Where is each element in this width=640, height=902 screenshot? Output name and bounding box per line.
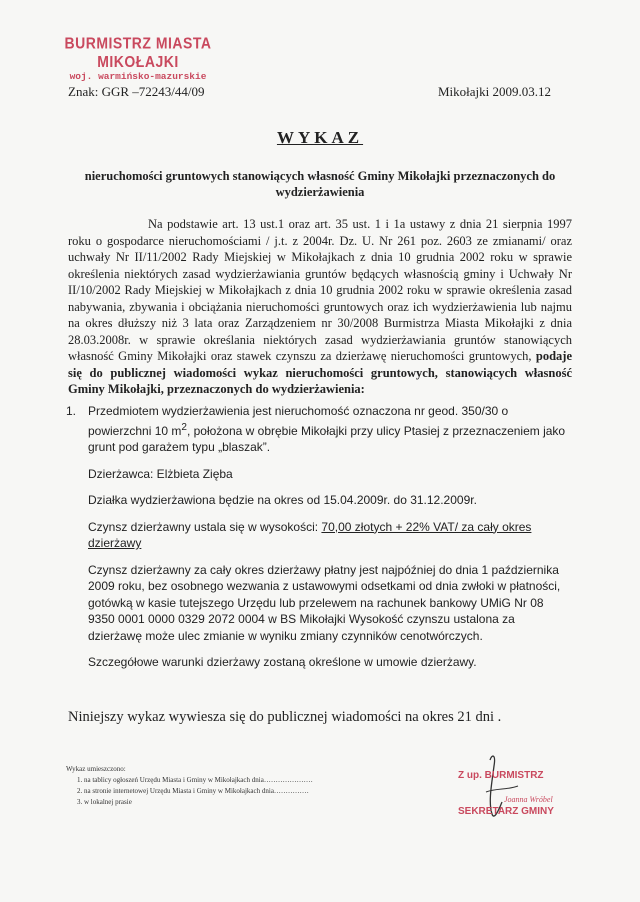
property-item [66,403,572,681]
reference-number: Znak: GGR –72243/44/09 [68,84,205,99]
posting-list-item: 3. w lokalnej prasie [84,797,313,808]
property-description [88,403,572,456]
rent-label: Czynsz dzierżawny ustala się w wysokości: [88,519,319,534]
property-desc-text: Przedmiotem wydzierżawienia jest nieruchomość oznaczona nr geod. 350/30 o powierzchni 10 m [88,404,509,438]
signature-title: Z up. BURMISTRZ [458,770,544,781]
posting-list-item: 2. na stronie internetowej Urzędu Miasta i Gminy w Mikołajkach dnia…………… [84,786,313,797]
property-desc-text-2: , położona w obrębie Mikołajki przy ulicy Ptasiej z przeznaczeniem jako grunt pod garażem typu „blaszak”. [88,423,566,454]
signature-stamp [458,752,578,824]
posting-notice: Niniejszy wykaz wywiesza się do publicznej wiadomości na okres 21 dni . [68,709,502,725]
rent-amount [88,519,572,552]
posting-list [66,764,313,808]
posting-list-label: Wykaz umieszczono: [66,765,126,773]
item-number: 1. [66,404,77,418]
legal-basis-paragraph [68,216,572,398]
payment-terms: Czynsz dzierżawny za cały okres dzierżawy płatny jest najpóźniej do dnia 1 października 2009 roku, bez osobnego wezwania z ustawowymi odsetkami od dnia zwłoki w płatności, gotówką w kasie tutejszego Urzędu lub przelewem na rachunek bankowy UMiG Nr 08 9350 0001 0000 0329 2072 0004 w BS Mikołajki Wysokość czynszu ustalona za dzierżawę może ulec zmianie w wyniku zmiany czynników cenotwórczych. [88,562,561,643]
signer-position: SEKRETARZ GMINY [458,806,554,817]
signer-name: Joanna Wróbel [504,795,553,804]
legal-basis-text: Na podstawie art. 13 ust.1 oraz art. 35 ust. 1 i 1a ustawy z dnia 21 sierpnia 1997 roku o gospodarce nieruchomościami / j.t. z 2004r. Dz. U. Nr 261 poz. 2603 ze zmianami/ oraz uchwały Nr II/11/2002 Rady Miejskiej w Mikołajkach z dnia 10 grudnia 2002 roku w sprawie określenia niektórych zasad wydzierżawiania gruntów będących własnością gminy i Uchwały Nr II/10/2002 Rady Miejskiej w Mikołajkach z dnia 10 grudnia 2002 roku w sprawie określenia zasad nabywania, zbywania i obciążania nieruchomości gruntowych oraz ich wydzierżawienia lub najmu na okres dłuższy niż 3 lata oraz Zarządzeniem nr 30/2008 Burmistrza Miasta Mikołajki z dnia 28.03.2008r. w sprawie określania niektórych zasad wydzierżawiania gruntów stanowiących własność Gminy Mikołajki oraz stawek czynszu za dzierżawę nieruchomości gruntowych, [68,217,572,363]
tenant: Dzierżawca: Elżbieta Zięba [88,466,233,481]
lease-period: Działka wydzierżawiona będzie na okres od 15.04.2009r. do 31.12.2009r. [88,493,477,507]
area-unit-exponent: 2 [181,421,187,433]
document-date: Mikołajki 2009.03.12 [438,84,552,99]
lease-terms: Szczegółowe warunki dzierżawy zostaną określone w umowie dzierżawy. [88,655,477,669]
rent-value: 70,00 złotych + 22% VAT/ za cały okres dzierżawy [88,519,532,550]
stamp-region: woj. warmińsko-mazurskie [69,71,207,82]
document-subtitle: nieruchomości gruntowych stanowiących własność Gminy Mikołajki przeznaczonych do wydzierżawienia [84,169,556,199]
announcement-text: podaje się do publicznej wiadomości wykaz nieruchomości gruntowych, stanowiących własność Gminy Mikołajki, przeznaczonych do wydzierżawienia: [68,349,572,396]
official-stamp [48,33,228,82]
posting-list-item: 1. na tablicy ogłoszeń Urzędu Miasta i Gminy w Mikołajkach dnia………………… [84,775,313,786]
document-title: WYKAZ [276,128,364,147]
stamp-title: BURMISTRZ MIASTA MIKOŁAJKI [64,33,212,71]
